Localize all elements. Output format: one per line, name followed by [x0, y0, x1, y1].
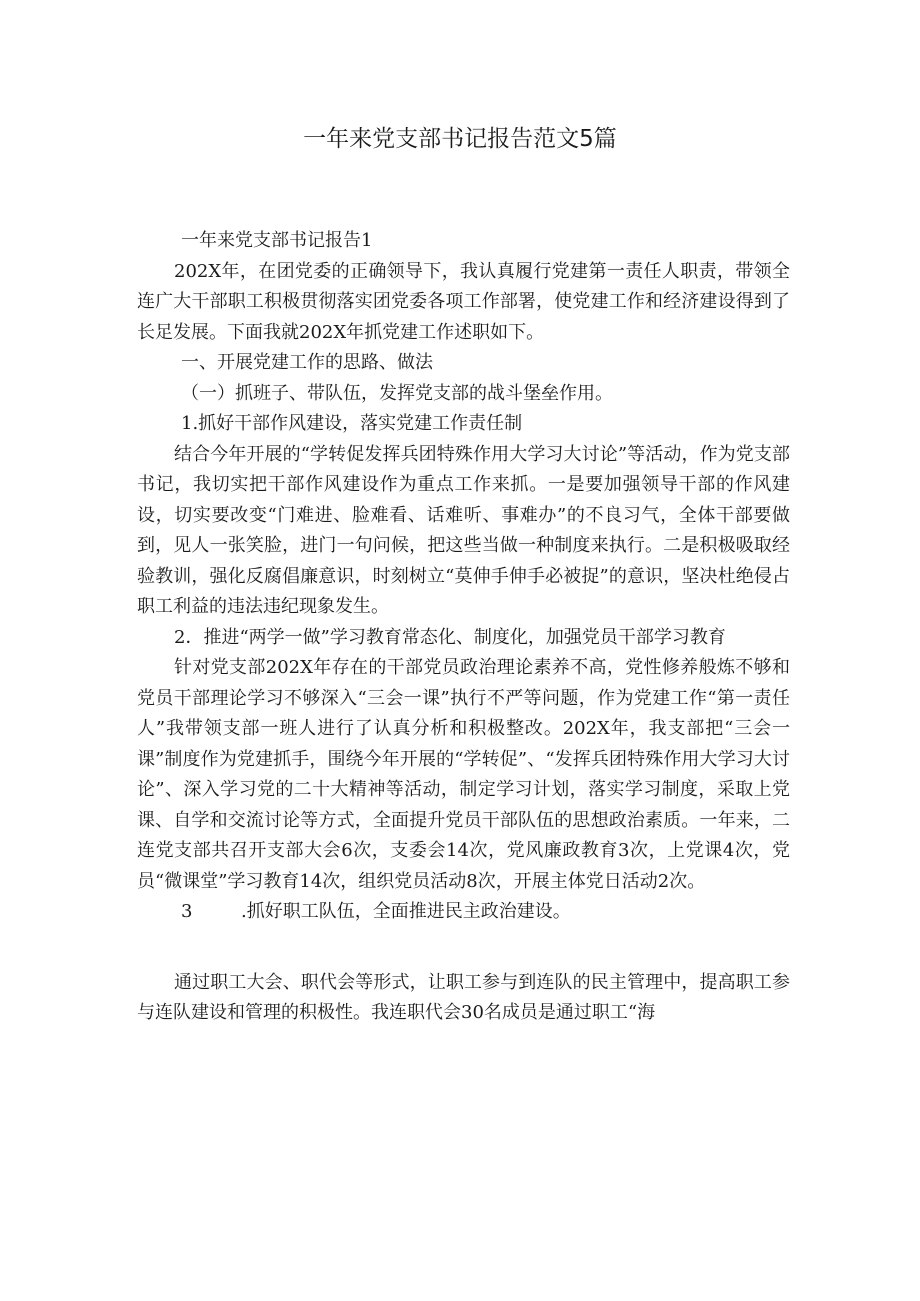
heading-level-2: （一）抓班子、带队伍，发挥党支部的战斗堡垒作用。 [181, 382, 613, 404]
paragraph-work-style: 结合今年开展的“学转促发挥兵团特殊作用大学习大讨论”等活动，作为党支部书记，我切实把干部作风建设作为重点工作来抓。一是要加强领导干部的作风建设，切实要改变“门难进、脸难看、话难听、事难办”的不良习气，全体干部要做到，见人一张笑脸，进门一句问候，把这些当做一种制度来执行。二是积极吸取经验教训，强化反腐倡廉意识，时刻树立“莫伸手伸手必被捉”的意识，坚决杜绝侵占职工利益的违法违纪现象发生。 [137, 443, 790, 617]
paragraph-democracy: 通过职工大会、职代会等形式，让职工参与到连队的民主管理中，提高职工参与连队建设和管理的积极性。我连职代会30名成员是通过职工“海 [137, 971, 790, 1023]
heading-item-2: 2．推进“两学一做”学习教育常态化、制度化，加强党员干部学习教育 [174, 626, 726, 648]
document-body [137, 226, 790, 1029]
item-3-text: .抓好职工队伍，全面推进民主政治建设。 [241, 901, 571, 922]
paragraph-study: 针对党支部202X年存在的干部党员政治理论素养不高，党性修养般炼不够和党员干部理论学习不够深入“三会一课”执行不严等问题，作为党建工作“第一责任人”我带领支部一班人进行了认真分析和积极整改。202X年，我支部把“三会一课”制度作为党建抓手，围绕今年开展的“学转促”、“发挥兵团特殊作用大学习大讨论”、深入学习党的二十大精神等活动，制定学习计划，落实学习制度，采取上党课、自学和交流讨论等方式，全面提升党员干部队伍的思想政治素质。一年来，二连党支部共召开支部大会6次，支委会14次，党风廉政教育3次，上党课4次，党员“微课堂”学习教育14次，组织党员活动8次，开展主体党日活动2次。 [137, 657, 790, 892]
paragraph-intro: 202X年，在团党委的正确领导下，我认真履行党建第一责任人职责，带领全连广大干部职工积极贯彻落实团党委各项工作部署，使党建工作和经济建设得到了长足发展。下面我就202X年抓党建工作述职如下。 [137, 260, 790, 343]
item-3-number: 3 [181, 901, 193, 922]
document-title: 一年来党支部书记报告范文5篇 [303, 126, 617, 152]
section-heading: 一年来党支部书记报告1 [181, 230, 373, 251]
heading-item-3 [137, 897, 790, 928]
heading-level-1: 一、开展党建工作的思路、做法 [181, 352, 433, 373]
heading-item-1: 1.抓好干部作风建设，落实党建工作责任制 [181, 413, 523, 434]
